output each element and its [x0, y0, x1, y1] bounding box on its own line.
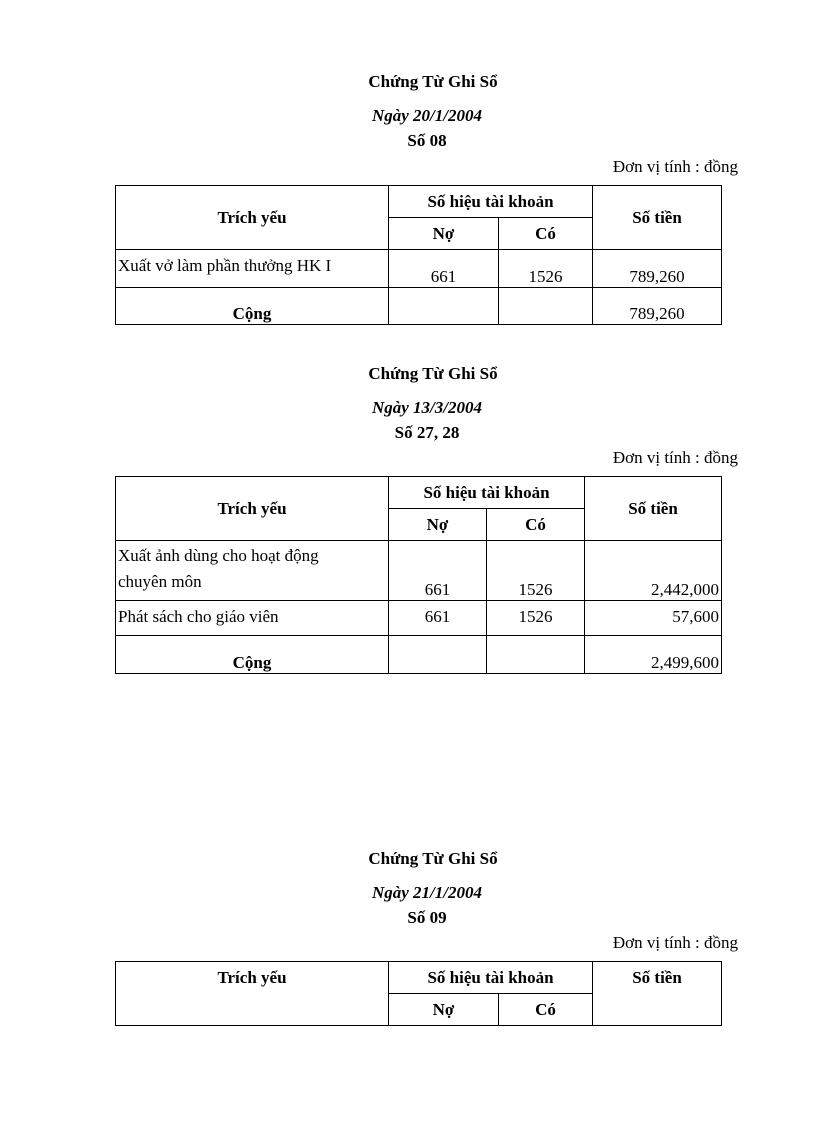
- header-account: Số hiệu tài khoản: [389, 962, 593, 994]
- table-row: [116, 601, 722, 636]
- total-row: [116, 636, 722, 674]
- table-row: [116, 250, 722, 288]
- voucher-number: Số 08: [407, 131, 447, 150]
- row-credit: 1526: [499, 250, 593, 288]
- total-amount: 789,260: [593, 288, 722, 325]
- header-credit: Có: [499, 218, 593, 250]
- header-amount: Số tiền: [593, 186, 722, 250]
- voucher-title: Chứng Từ Ghi Sổ: [368, 364, 498, 383]
- header-debit: Nợ: [389, 509, 487, 541]
- total-amount: 2,499,600: [585, 636, 722, 674]
- header-credit: Có: [499, 994, 593, 1026]
- voucher-number: Số 27, 28: [394, 423, 460, 442]
- unit-label: Đơn vị tính : đồng: [612, 933, 738, 952]
- header-desc: Trích yếu: [116, 962, 389, 1026]
- table-row: [116, 541, 722, 601]
- row-desc: Phát sách cho giáo viên: [116, 601, 389, 636]
- header-amount: Số tiền: [593, 962, 722, 1026]
- unit-label: Đơn vị tính : đồng: [612, 448, 738, 467]
- total-row: [116, 288, 722, 325]
- header-debit: Nợ: [389, 218, 499, 250]
- voucher-date: Ngày 20/1/2004: [371, 106, 483, 125]
- row-credit: 1526: [487, 541, 585, 601]
- header-amount: Số tiền: [585, 477, 722, 541]
- voucher-number: Số 09: [407, 908, 447, 927]
- voucher-date: Ngày 21/1/2004: [371, 883, 483, 902]
- row-desc: Xuất vở làm phần thưởng HK I: [116, 250, 389, 288]
- header-account: Số hiệu tài khoản: [389, 477, 585, 509]
- row-amount: 2,442,000: [585, 541, 722, 601]
- row-debit: 661: [389, 601, 487, 636]
- header-desc: Trích yếu: [116, 477, 389, 541]
- voucher-table: [115, 476, 722, 674]
- row-amount: 789,260: [593, 250, 722, 288]
- voucher-table: [115, 185, 722, 325]
- header-credit: Có: [487, 509, 585, 541]
- voucher-title: Chứng Từ Ghi Sổ: [368, 72, 498, 91]
- row-credit: 1526: [487, 601, 585, 636]
- header-desc: Trích yếu: [116, 186, 389, 250]
- row-amount: 57,600: [585, 601, 722, 636]
- row-debit: 661: [389, 250, 499, 288]
- unit-label: Đơn vị tính : đồng: [612, 157, 738, 176]
- total-label: Cộng: [116, 288, 389, 325]
- total-label: Cộng: [116, 636, 389, 674]
- header-debit: Nợ: [389, 994, 499, 1026]
- voucher-table: [115, 961, 722, 1026]
- row-desc-line1: Xuất ảnh dùng cho hoạt động: [118, 546, 319, 565]
- voucher-date: Ngày 13/3/2004: [371, 398, 483, 417]
- row-debit: 661: [389, 541, 487, 601]
- voucher-title: Chứng Từ Ghi Sổ: [368, 849, 498, 868]
- row-desc-line2: chuyên môn: [118, 572, 202, 591]
- header-account: Số hiệu tài khoản: [389, 186, 593, 218]
